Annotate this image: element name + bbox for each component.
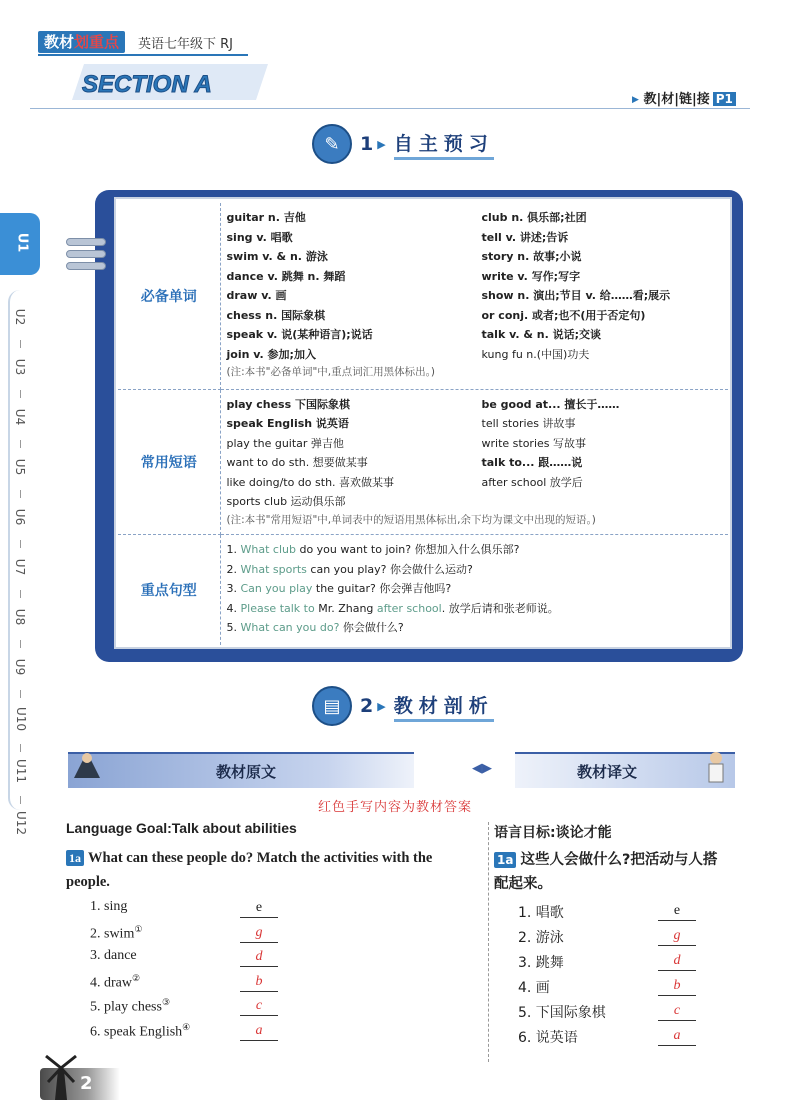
word-item: kung fu n.(中国)功夫 — [481, 347, 590, 361]
answer-blank[interactable]: b — [240, 973, 278, 992]
tab-u10[interactable]: U10 — [14, 706, 29, 732]
section1-title — [312, 128, 494, 160]
question-badge: 1a — [494, 852, 516, 868]
section-logo-text: SECTION A — [82, 71, 212, 98]
tab-u11[interactable]: U11 — [14, 758, 29, 784]
match-item-label: 5. 下国际象棋 — [518, 1005, 606, 1021]
answer-blank[interactable]: e — [240, 899, 278, 918]
match-item-label: 3. dance — [90, 948, 137, 963]
phrase-item: play the guitar 弹吉他 — [226, 436, 344, 450]
vocab-table — [118, 203, 728, 645]
tab-u1-label: U1 — [14, 232, 30, 253]
brand-badge — [38, 31, 125, 53]
phrase-item: tell stories 讲故事 — [481, 417, 576, 431]
phrase-item: want to do sth. 想要做某事 — [226, 456, 368, 470]
phrases-note: (注:本书"常用短语"中,单词表中的短语用黑体标出,余下均为课文中出现的短语。) — [226, 513, 596, 526]
match-item-label: 1. 唱歌 — [518, 905, 564, 921]
brand-text-a: 教材 — [44, 33, 75, 51]
match-item-label: 5. play chess③ — [90, 997, 171, 1015]
answer-blank[interactable]: g — [658, 927, 696, 946]
match-item-label: 1. sing — [90, 899, 128, 914]
textbook-reference — [632, 88, 736, 107]
tab-u9[interactable]: U9 — [13, 658, 28, 676]
sentence-item: 4. Please talk to Mr. Zhang after school. 放学后请和张老师说。 — [226, 601, 559, 615]
banner-translation — [515, 752, 735, 788]
word-item: show n. 演出;节目 v. 给……看;展示 — [481, 289, 671, 302]
question-1a-cn — [494, 848, 756, 896]
answer-blank[interactable]: a — [658, 1027, 696, 1046]
brand-text-b: 划重点 — [74, 33, 120, 51]
question-1a-en — [66, 846, 476, 894]
tab-divider — [20, 640, 21, 648]
phrases-cell — [220, 389, 728, 535]
banner-original — [68, 752, 414, 788]
word-item: club n. 俱乐部;社团 — [481, 211, 587, 224]
binder-ring — [66, 250, 106, 258]
language-goal: Language Goal:Talk about abilities — [66, 820, 297, 836]
tab-divider — [20, 744, 21, 752]
tab-u6[interactable]: U6 — [13, 508, 28, 526]
column-divider — [488, 822, 489, 1062]
word-item: write v. 写作;写字 — [481, 269, 581, 283]
word-item: tell v. 讲述;告诉 — [481, 230, 569, 244]
match-item-label: 4. draw② — [90, 972, 141, 991]
word-item: join v. 参加;加入 — [226, 347, 316, 361]
phrases-right — [476, 390, 626, 512]
tab-divider — [20, 490, 21, 498]
answer-blank[interactable]: e — [658, 902, 696, 921]
match-item-label: 4. 画 — [518, 980, 550, 996]
sentence-item: 2. What sports can you play? 你会做什么运动? — [226, 562, 473, 576]
category-sentences: 重点句型 — [118, 535, 220, 645]
question-badge: 1a — [66, 850, 84, 866]
word-item: guitar n. 吉他 — [226, 211, 306, 224]
windmill-icon — [44, 1054, 78, 1100]
banner-original-label: 教材原文 — [216, 763, 277, 781]
category-phrases: 常用短语 — [118, 389, 220, 535]
chinese-goal: 语言目标:谈论才能 — [494, 825, 612, 841]
match-item-label: 3. 跳舞 — [518, 955, 564, 971]
tab-divider — [20, 340, 21, 348]
table-row — [118, 203, 728, 389]
ref-page: P1 — [713, 92, 736, 106]
sentence-item: 1. What club do you want to join? 你想加入什么俱乐部? — [226, 543, 520, 557]
tab-u3[interactable]: U3 — [13, 358, 28, 376]
tab-divider — [20, 590, 21, 598]
tab-u2[interactable]: U2 — [13, 308, 28, 326]
triangle-icon: ▶ — [377, 699, 386, 713]
student-icon: ✎ — [312, 124, 352, 164]
match-item-label: 2. 游泳 — [518, 930, 564, 946]
tab-u12[interactable]: U12 — [14, 810, 29, 836]
answer-blank[interactable]: c — [658, 1002, 696, 1021]
question-line: 这些人会做什么?把活动与人搭 — [520, 852, 718, 868]
tab-divider — [20, 390, 21, 398]
word-item: talk v. & n. 说话;交谈 — [481, 328, 602, 341]
phrase-item: play chess 下国际象棋 — [226, 397, 350, 411]
phrase-item: sports club 运动俱乐部 — [226, 495, 346, 509]
tab-u8[interactable]: U8 — [13, 608, 28, 626]
word-item: or conj. 或者;也不(用于否定句) — [481, 308, 646, 322]
tab-u1[interactable] — [0, 213, 40, 275]
footnote-mark: ④ — [182, 1021, 191, 1032]
phrase-item: write stories 写故事 — [481, 436, 586, 450]
banner-connector-icon: ◀▶ — [472, 761, 492, 776]
section1-number: 1 — [360, 133, 374, 155]
section2-number: 2 — [360, 695, 374, 717]
phrase-item: be good at... 擅长于…… — [481, 397, 620, 411]
section2-heading: 教材剖析 — [394, 691, 494, 722]
answer-blank[interactable]: d — [658, 952, 696, 971]
sentence-item: 5. What can you do? 你会做什么? — [226, 621, 404, 635]
ref-label: 教|材|链|接 — [643, 92, 710, 107]
word-item: chess n. 国际象棋 — [226, 308, 326, 322]
header-line — [30, 108, 750, 109]
answer-blank[interactable]: a — [240, 1022, 278, 1041]
header-rule — [38, 54, 248, 56]
tab-divider — [20, 540, 21, 548]
phrase-item: after school 放学后 — [481, 475, 583, 489]
phrase-item: like doing/to do sth. 喜欢做某事 — [226, 475, 395, 489]
match-item-label: 6. 说英语 — [518, 1030, 578, 1046]
tab-u7[interactable]: U7 — [13, 558, 28, 576]
footnote-mark: ③ — [161, 997, 171, 1007]
words-cell — [220, 203, 728, 389]
section1-heading: 自主预习 — [394, 129, 494, 160]
student-figure-icon — [699, 748, 733, 788]
answer-blank[interactable]: g — [240, 924, 278, 943]
word-item: speak v. 说(某种语言);说话 — [226, 328, 373, 341]
answer-blank[interactable]: d — [240, 948, 278, 967]
phrase-item: speak English 说英语 — [226, 417, 349, 431]
page-number-text: 2 — [80, 1073, 93, 1094]
question-line: What can these people do? Match the activities with the — [88, 850, 433, 866]
words-note: (注:本书"必备单词"中,重点词汇用黑体标出。) — [226, 366, 435, 378]
teacher-icon — [70, 748, 104, 788]
words-left — [221, 203, 476, 364]
question-line: 配起来。 — [494, 876, 552, 892]
phrase-item: talk to... 跟……说 — [481, 456, 583, 470]
tab-u5[interactable]: U5 — [13, 458, 28, 476]
footnote-mark: ② — [132, 972, 141, 983]
match-item-label: 2. swim① — [90, 923, 143, 942]
table-row — [118, 389, 728, 535]
banner-translation-label: 教材译文 — [577, 763, 638, 781]
triangle-icon: ▶ — [377, 137, 386, 151]
word-item: dance v. 跳舞 n. 舞蹈 — [226, 269, 346, 283]
sentences-cell — [220, 535, 728, 645]
table-row — [118, 535, 728, 645]
binder-ring — [66, 238, 106, 246]
words-right — [476, 203, 677, 364]
answer-blank[interactable]: c — [240, 997, 278, 1016]
answer-note: 红色手写内容为教材答案 — [317, 800, 472, 815]
word-item: sing v. 唱歌 — [226, 230, 293, 244]
book-subtitle: 英语七年级下 RJ — [138, 37, 233, 52]
match-item-label: 6. speak English④ — [90, 1021, 191, 1040]
page-number — [40, 1068, 120, 1100]
category-words: 必备单词 — [118, 203, 220, 389]
tab-divider — [20, 690, 21, 698]
book-icon: ▤ — [312, 686, 352, 726]
word-item: story n. 故事;小说 — [481, 250, 582, 263]
binder-ring — [66, 262, 106, 270]
phrases-left — [221, 390, 476, 512]
section-a-logo — [72, 62, 268, 102]
question-line: people. — [66, 874, 110, 890]
sentence-item: 3. Can you play the guitar? 你会弹吉他吗? — [226, 582, 452, 596]
tab-divider — [20, 440, 21, 448]
footnote-mark: ① — [134, 923, 143, 934]
word-item: draw v. 画 — [226, 289, 287, 302]
section2-title — [312, 690, 494, 722]
answer-blank[interactable]: b — [658, 977, 696, 996]
word-item: swim v. & n. 游泳 — [226, 250, 328, 263]
tab-u4[interactable]: U4 — [13, 408, 28, 426]
triangle-icon: ▶ — [632, 95, 639, 105]
